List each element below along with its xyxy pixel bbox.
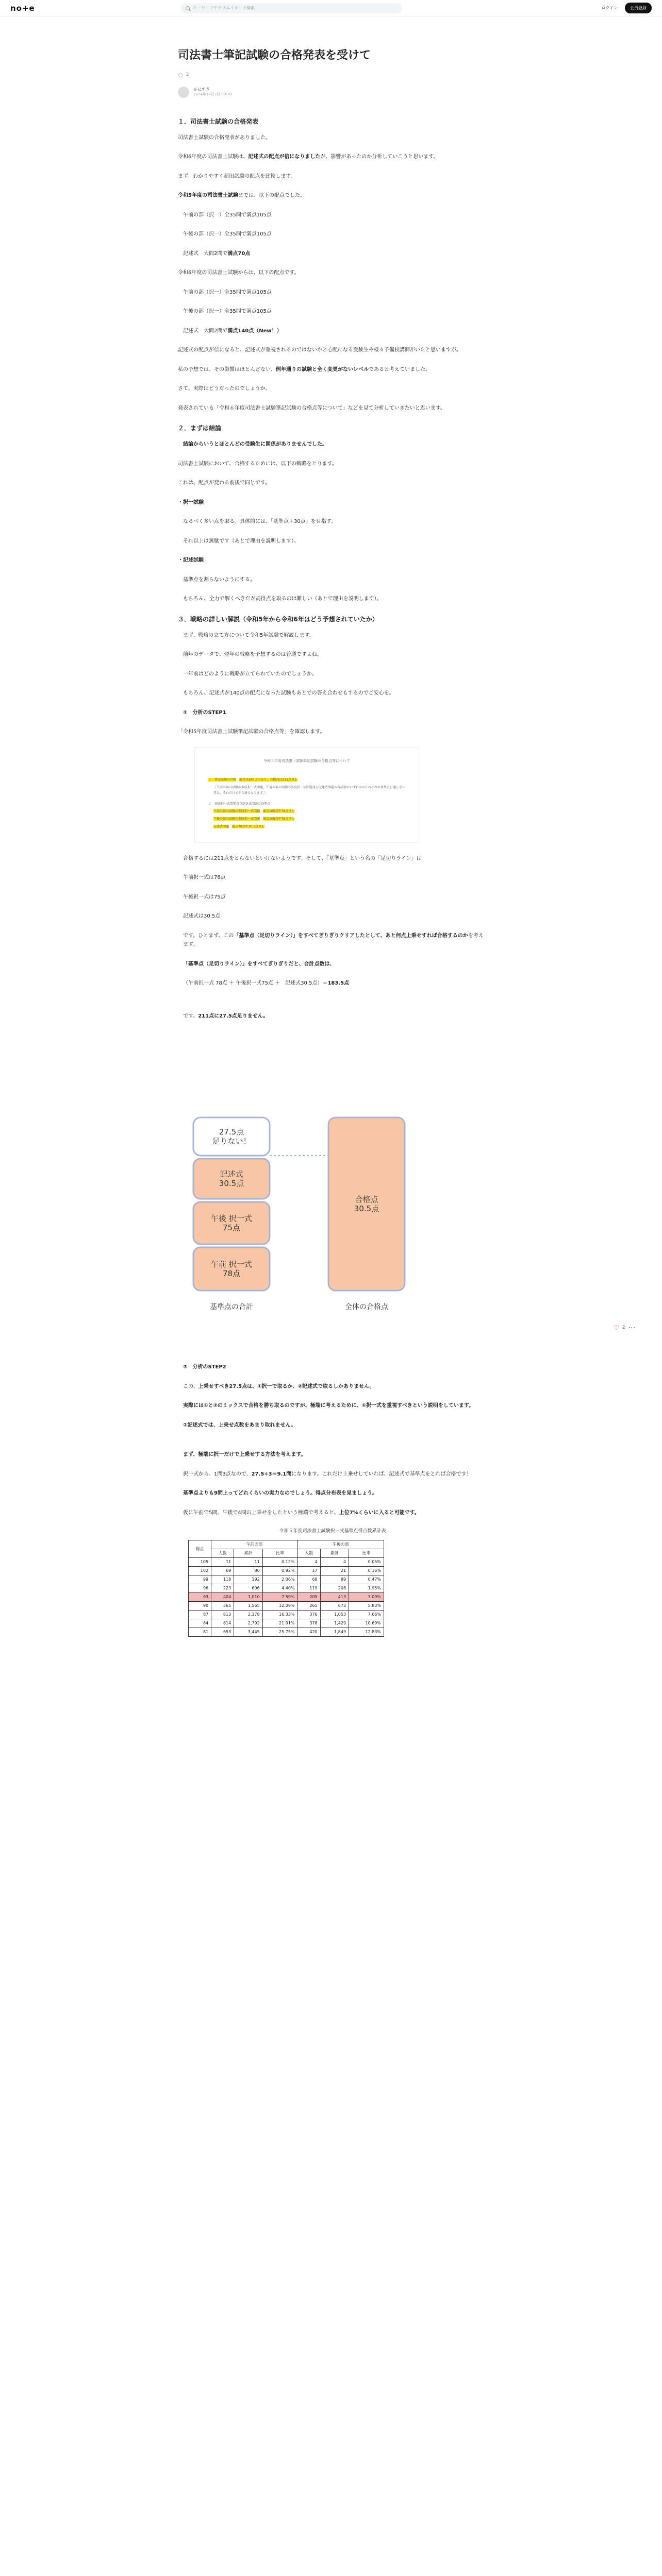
- doc-row: [208, 824, 405, 830]
- paragraph: [178, 327, 487, 336]
- heart-icon[interactable]: ♡: [614, 1324, 619, 1331]
- doc-row: [208, 809, 405, 815]
- floating-like-bar: [614, 1324, 636, 1331]
- table-header: 得点: [189, 1540, 211, 1558]
- table-subheader: 比率: [262, 1549, 297, 1558]
- embedded-document-image: [194, 747, 419, 843]
- table-cell: 16.33%: [262, 1611, 297, 1619]
- table-cell: 89: [320, 1575, 349, 1584]
- paragraph: 結論からいうとほとんどの受験生に関係がありませんでした。: [183, 442, 327, 448]
- section-heading: ３．戦略の詳しい解説（令和5年から令和6年はどう予想されていたか）: [178, 615, 378, 623]
- table-cell: 420: [297, 1628, 320, 1637]
- heart-icon[interactable]: [178, 73, 183, 78]
- step-heading: ② 分析のSTEP2: [183, 1364, 226, 1370]
- doc-row: ２ 多肢択一式問題及び記述式問題の基準点: [208, 802, 271, 806]
- table-cell: 80: [234, 1567, 262, 1575]
- table-cell: 208: [320, 1584, 349, 1593]
- floating-like-count: 2: [622, 1325, 625, 1330]
- table-cell: 2,178: [234, 1611, 262, 1619]
- table-cell: 205: [297, 1593, 320, 1602]
- publish-date: 2024年10月3日 00:30: [193, 92, 232, 97]
- article-title: 司法書士筆記試験の合格発表を受けて: [178, 49, 371, 62]
- paragraph: [178, 1509, 487, 1518]
- table-cell: 118: [211, 1575, 234, 1584]
- table-cell: 0.05%: [349, 1558, 384, 1567]
- paragraph: 基準点を割らないようにする。: [183, 577, 255, 583]
- table-cell: 12.83%: [349, 1628, 384, 1637]
- table-cell: 21: [320, 1567, 349, 1575]
- table-cell: 68: [297, 1575, 320, 1584]
- step-heading: ① 分析のSTEP1: [183, 709, 226, 716]
- text: 記述式 大問2問で: [183, 328, 228, 334]
- table-row: [189, 1584, 384, 1593]
- paragraph: 午前の部（択一）全35問で満点105点: [183, 289, 272, 295]
- subheading: ・択一試験: [178, 499, 204, 505]
- doc-text: 満点105点中75点以上: [263, 817, 295, 821]
- table-title: 令和５年度司法書士試験択一式基準点得点数累計表: [279, 1529, 386, 1534]
- paragraph: 発表されている「令和６年度司法書士試験筆記試験の合格点等について」などを見て分析していきたいと思います。: [178, 405, 445, 411]
- bold-text: 211点に27.5点足りません。: [198, 1013, 269, 1019]
- stacked-points-chart: [178, 1036, 436, 1355]
- table-cell: 81: [189, 1628, 211, 1637]
- table-cell: 21.01%: [262, 1619, 297, 1628]
- doc-row: （午前の部の試験の多肢択一式問題，午後の部の試験の多肢択一式問題及び記述式問題の各成績のいずれかがそれぞれの基準点に達しない者は，それだけで不合格となります。）: [213, 786, 406, 795]
- article-body: [178, 47, 487, 1637]
- table-cell: 0.16%: [349, 1567, 384, 1575]
- table-cell: 105: [189, 1558, 211, 1567]
- table-cell: 99: [189, 1575, 211, 1584]
- table-row: [189, 1575, 384, 1584]
- bar-segment-am-label: 午前 択一式 78点: [211, 1260, 252, 1279]
- paragraph: 午前の部（択一）全35問で満点105点: [183, 212, 272, 218]
- bold-text: 記述式の配点が倍になりました: [248, 154, 321, 160]
- table-subheader: 人数: [297, 1549, 320, 1558]
- x-label-right: 全体の合格点: [345, 1303, 388, 1312]
- paragraph: 前年のデータで、翌年の戦略を予想するのは普通ですよね。: [183, 652, 322, 658]
- doc-row: [208, 777, 405, 783]
- table-cell: 4: [320, 1558, 349, 1567]
- text: 記述式 大問2問で: [183, 250, 228, 257]
- paragraph: それ以上は無駄です（あとで理由を説明します）。: [183, 538, 299, 544]
- bold-text: 満点140点（New！）: [227, 328, 282, 334]
- text: 択一式から、1問3点なので、: [183, 1471, 252, 1477]
- paragraph: まず、戦略の立て方について令和5年試験で解説します。: [183, 632, 315, 638]
- table-row: [189, 1602, 384, 1611]
- doc-text: 午前の部の試験の多肢択一式問題: [213, 809, 260, 814]
- doc-text: 満点は280点であり，合格点は211点以上: [239, 778, 297, 782]
- text: この、: [183, 1383, 198, 1389]
- table-row: [189, 1611, 384, 1619]
- table-cell: 1,565: [234, 1602, 262, 1611]
- paragraph: 午前択一式は78点: [183, 875, 226, 881]
- doc-text: 満点105点中78点以上: [263, 809, 295, 814]
- table-cell: 565: [211, 1602, 234, 1611]
- table-row: [189, 1567, 384, 1575]
- table-cell: 404: [211, 1593, 234, 1602]
- table-cell: 93: [189, 1593, 211, 1602]
- paragraph: [178, 191, 487, 200]
- bar-segment-kijutsu-label: 記述式 30.5点: [219, 1170, 244, 1189]
- text: 私の予想では、その影響はほとんどない、: [178, 366, 276, 372]
- author-name[interactable]: かにすき: [193, 87, 210, 92]
- author-block: [178, 87, 487, 98]
- table-subheader: 累計: [320, 1549, 349, 1558]
- paragraph: 一年前はどのように戦略が立てられていたのでしょうか。: [183, 671, 317, 677]
- doc-text: 満点70点中30.5点以上: [232, 825, 265, 829]
- doc-text: 記述式問題: [213, 825, 229, 829]
- text: が、影響があったのか分析していこうと思います。: [320, 154, 439, 160]
- table-cell: 119: [297, 1584, 320, 1593]
- text: を考えます。: [183, 933, 484, 948]
- paragraph: 司法書士試験の合格発表がありました。: [178, 134, 271, 141]
- text: であると考えていました。: [369, 366, 431, 372]
- table-cell: 3.09%: [349, 1593, 384, 1602]
- paragraph: 「基準点（足切りライン）」をすべてぎりぎりだと、合計点数は、: [183, 961, 335, 967]
- paragraph: 午後択一式は75点: [183, 894, 226, 900]
- table-row: [189, 1619, 384, 1628]
- text: です。ひとまず、この: [183, 933, 234, 939]
- table-cell: 653: [211, 1628, 234, 1637]
- text: です。: [183, 1013, 198, 1019]
- table-header: 午前の部: [211, 1540, 297, 1549]
- table-cell: 10.69%: [349, 1619, 384, 1628]
- paragraph: もちろん、記述式が140点の配点になった試験もあとでの答え合わせもするのでご安心を。: [183, 690, 394, 697]
- paragraph: 記述式の配点が倍になると、記述式が重視されるのではないかと心配になる受験生や様々予備校講師がいたと思いますが。: [178, 347, 461, 353]
- paragraph: さて、実際はどうだったのでしょうか。: [178, 386, 271, 392]
- login-link[interactable]: ログイン: [601, 6, 618, 10]
- table-cell: 613: [211, 1611, 234, 1619]
- bold-text: 上位7%くらいに入ると可能です。: [339, 1510, 420, 1516]
- table-cell: 614: [211, 1619, 234, 1628]
- bar-segment-pm-label: 午後 択一式 75点: [211, 1214, 252, 1233]
- table-cell: 1,429: [320, 1619, 349, 1628]
- table-cell: 1,053: [320, 1611, 349, 1619]
- paragraph: もちろん、全力で解くべきだが高得点を取るのは難しい（あとで理由を説明します）。: [183, 596, 382, 602]
- doc-text: １ 筆記試験の合格: [208, 778, 237, 782]
- search-placeholder: キーワードやクリエイターで検索: [193, 6, 255, 10]
- paragraph: 記述式は30.5点: [183, 913, 221, 920]
- table-cell: 4: [297, 1558, 320, 1567]
- doc-title: 令和５年度司法書士試験筆記試験の合格点等について: [263, 758, 350, 763]
- table-cell: 673: [320, 1602, 349, 1611]
- table-cell: 1,849: [320, 1628, 349, 1637]
- table-cell: 17: [297, 1567, 320, 1575]
- paragraph: 午後の部（択一）全35問で満点105点: [183, 309, 272, 315]
- bold-text: 「基準点（足切りライン）」をすべてぎりぎりクリアしたとして、あと何点上乗せすれば合格するのか: [234, 933, 468, 939]
- table-cell: 69: [211, 1567, 234, 1575]
- like-row: [178, 71, 487, 79]
- text: になります。これだけ上乗せしていれば、記述式で基準点をとれば合格です！: [291, 1471, 472, 1477]
- bold-text: 183.5点: [327, 980, 350, 987]
- table-row: [189, 1593, 384, 1602]
- paragraph: これは、配点が変わる前後で同じです。: [178, 480, 271, 486]
- table-cell: 0.92%: [262, 1567, 297, 1575]
- table-cell: 378: [297, 1619, 320, 1628]
- bar-total-label: 合格点 30.5点: [354, 1195, 379, 1214]
- table-cell: 0.47%: [349, 1575, 384, 1584]
- section-heading: ２．まずは結論: [178, 425, 222, 432]
- bold-text: 例年通りの試験と全く変更がないレベル: [276, 366, 369, 372]
- score-distribution-table: [188, 1540, 384, 1637]
- x-label-left: 基準点の合計: [210, 1303, 253, 1312]
- paragraph: 実際には①と②のミックスで合格を勝ち取るのですが、極端に考えるために、①択一式を重視すべきという説明をしています。: [183, 1403, 474, 1409]
- avatar[interactable]: [178, 87, 189, 98]
- text: （午前択一式 78点 ＋ 午後択一式75点 ＋ 記述式30.5点）＝: [183, 980, 328, 987]
- paragraph: [178, 249, 487, 259]
- section-heading: １．司法書士試験の合格発表: [178, 117, 259, 125]
- table-cell: 0.12%: [262, 1558, 297, 1567]
- table-cell: 223: [211, 1584, 234, 1593]
- table-subheader: 累計: [234, 1549, 262, 1558]
- table-cell: 2,792: [234, 1619, 262, 1628]
- top-navigation-bar: [0, 0, 662, 16]
- doc-text: 午後の部の試験の多肢択一式問題: [213, 817, 260, 821]
- table-row: [189, 1628, 384, 1637]
- paragraph: まず、極端に択一だけで上乗せする方法を考えます。: [183, 1452, 306, 1458]
- table-cell: 7.59%: [262, 1593, 297, 1602]
- table-cell: 87: [189, 1611, 211, 1619]
- table-cell: 413: [320, 1593, 349, 1602]
- search-box[interactable]: [180, 3, 402, 13]
- table-cell: 7.66%: [349, 1611, 384, 1619]
- table-cell: 606: [234, 1584, 262, 1593]
- table-subheader: 比率: [349, 1549, 384, 1558]
- table-cell: 192: [234, 1575, 262, 1584]
- table-cell: 5.83%: [349, 1602, 384, 1611]
- paragraph: 基準点よりも9問上ってどれくらいの実力なのでしょう。得点分布表を見ましょう。: [183, 1490, 377, 1497]
- table-cell: 1.95%: [349, 1584, 384, 1593]
- table-cell: 4.40%: [262, 1584, 297, 1593]
- table-cell: 11: [211, 1558, 234, 1567]
- doc-row: [208, 817, 405, 822]
- table-subheader: 人数: [211, 1549, 234, 1558]
- paragraph: [178, 1470, 487, 1479]
- table-cell: 96: [189, 1584, 211, 1593]
- bar-segment-shortfall-label: 27.5点足りない！: [212, 1127, 251, 1146]
- bold-text: 満点70点: [227, 250, 251, 257]
- paragraph: まず、わかりやすく新旧試験の配点を比較します。: [178, 173, 296, 179]
- table-cell: 25.75%: [262, 1628, 297, 1637]
- paragraph: [178, 979, 487, 988]
- paragraph: 午後の部（択一）全35問で満点105点: [183, 231, 272, 238]
- table-cell: 376: [297, 1611, 320, 1619]
- paragraph: [178, 1012, 487, 1021]
- text: までは、以下の配点でした。: [238, 193, 305, 199]
- paragraph: [178, 931, 487, 950]
- table-row: [189, 1558, 384, 1567]
- paragraph: 司法書士試験において、合格するためには、以下の戦略をとります。: [178, 461, 337, 467]
- note-logo[interactable]: no+e: [10, 3, 35, 13]
- paragraph: ②記述式では、上乗せ点数をあまり取れません。: [183, 1422, 296, 1428]
- paragraph: [178, 1382, 487, 1392]
- paragraph: 「令和5年度司法書士試験筆記試験の合格点等」を確認します。: [178, 729, 325, 735]
- signup-button[interactable]: 会員登録: [625, 3, 652, 13]
- paragraph: [178, 152, 487, 162]
- table-cell: 3,445: [234, 1628, 262, 1637]
- text: 仮に午前で5問、午後で4問の上乗せをしたという極端で考えると、: [183, 1510, 339, 1516]
- search-icon: [186, 6, 190, 10]
- table-cell: 12.09%: [262, 1602, 297, 1611]
- table-cell: 265: [297, 1602, 320, 1611]
- paragraph: 令和6年度の司法書士試験からは、以下の配点です。: [178, 270, 300, 276]
- more-menu-icon[interactable]: ···: [628, 1324, 636, 1331]
- subheading: ・記述試験: [178, 557, 204, 564]
- table-cell: 102: [189, 1567, 211, 1575]
- paragraph: [178, 365, 487, 375]
- chart-svg: [178, 1036, 436, 1355]
- text: 令和6年度の司法書士試験は、: [178, 154, 249, 160]
- table-cell: 90: [189, 1602, 211, 1611]
- bold-text: 上乗せすべき27.5点は、①択一で取るか、②記述式で取るしかありません。: [198, 1383, 375, 1389]
- paragraph: なるべく多い点を取る。具体的には、「基準点＋30点」を目指す。: [183, 519, 336, 525]
- table-cell: 2.06%: [262, 1575, 297, 1584]
- table-cell: 84: [189, 1619, 211, 1628]
- bold-text: 27.5÷3＝9.1問: [251, 1471, 292, 1477]
- paragraph: 合格するには211点をとらないといけないようです。そして、「基準点」という名の「足切りライン」は: [183, 855, 422, 861]
- bold-text: 令和5年度の司法書士試験: [178, 193, 238, 199]
- like-count: 2: [186, 72, 189, 77]
- table-cell: 11: [234, 1558, 262, 1567]
- table-cell: 1,010: [234, 1593, 262, 1602]
- table-header: 午後の部: [297, 1540, 384, 1549]
